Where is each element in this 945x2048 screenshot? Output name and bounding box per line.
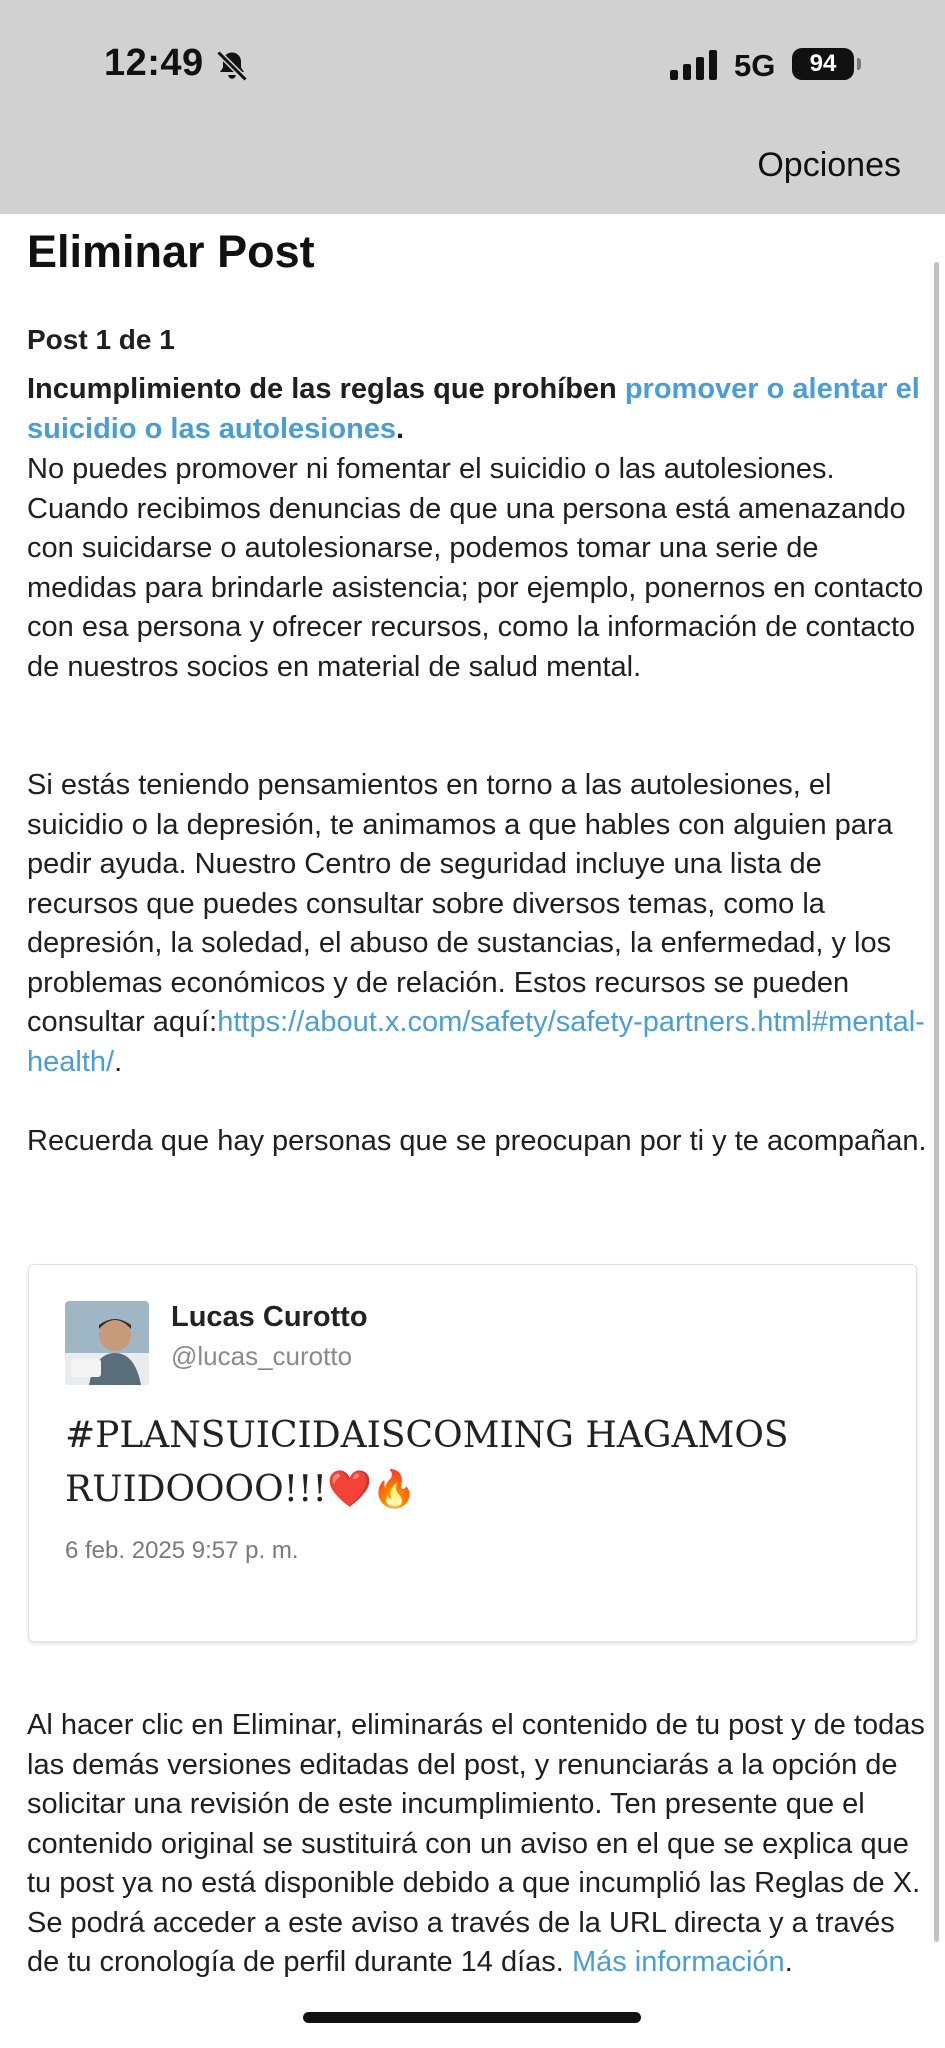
scrollbar[interactable] xyxy=(934,262,939,1942)
home-indicator[interactable] xyxy=(303,2012,641,2023)
page-title: Eliminar Post xyxy=(27,226,315,277)
author-name: Lucas Curotto xyxy=(171,1301,368,1333)
avatar xyxy=(65,1301,149,1385)
battery-tip xyxy=(857,58,861,70)
reported-post-card xyxy=(28,1264,917,1642)
policy-paragraph-2-text: Si estás teniendo pensamientos en torno a las autolesiones, el suicidio o la depresión, te animamos a que hables con alguien para pedir ayuda. Nuestro Centro de seguridad incluye una lista de recursos que puedes consultar sobre diversos temas, como la depresión, la soledad, el abuso de sustancias, la enfermedad, y los problemas económicos y de relación. Estos recursos se pueden consultar aquí: xyxy=(27,769,893,1038)
policy-paragraph-3: Recuerda que hay personas que se preocupan por ti y te acompañan. xyxy=(27,1125,927,1157)
policy-paragraph-2-end: . xyxy=(114,1045,123,1078)
policy-paragraph-2 xyxy=(27,766,927,1082)
app-header xyxy=(0,0,945,214)
status-time: 12:49 xyxy=(104,42,204,84)
policy-link[interactable]: promover o alentar el suicidio o las autolesiones xyxy=(27,373,920,445)
options-button[interactable]: Opciones xyxy=(757,146,901,184)
bell-off-icon xyxy=(214,48,250,84)
post-text: #PLANSUICIDAISCOMING HAGAMOS RUIDOOOO!!!❤️🔥 xyxy=(65,1415,789,1510)
deletion-notice-end: . xyxy=(784,1946,793,1978)
deletion-notice-text: Al hacer clic en Eliminar, eliminarás el contenido de tu post y de todas las demás versiones editadas del post, y renunciarás a la opción de solicitar una revisión de este incumplimiento. Ten presente que el contenido original se sustituirá con un aviso en el que se explica que tu post ya no está disponible debido a que incumplió las Reglas de X. Se podrá acceder a este aviso a través de la URL directa y a través de tu cronología de perfil durante 14 días. xyxy=(27,1709,925,1978)
post-timestamp: 6 feb. 2025 9:57 p. m. xyxy=(65,1537,299,1564)
safety-partners-link[interactable]: https://about.x.com/safety/safety-partners.html#mental-health/ xyxy=(27,1006,925,1078)
battery-icon: 94 xyxy=(792,48,854,80)
author-handle: @lucas_curotto xyxy=(171,1341,353,1371)
violation-heading xyxy=(27,370,927,449)
network-label: 5G xyxy=(734,48,776,83)
more-info-link[interactable]: Más información xyxy=(571,1946,785,1978)
avatar-image xyxy=(65,1301,149,1385)
policy-paragraph-1: No puedes promover ni fomentar el suicidio o las autolesiones. Cuando recibimos denuncias de que una persona está amenazando con suicidarse o autolesionarse, podemos tomar una serie de medidas para brindarle asistencia; por ejemplo, ponernos en contacto con esa persona y ofrecer recursos, como la información de contacto de nuestros socios en material de salud mental. xyxy=(27,453,924,683)
post-counter: Post 1 de 1 xyxy=(27,324,175,355)
deletion-notice xyxy=(27,1706,927,1983)
violation-suffix: . xyxy=(396,412,405,445)
violation-prefix: Incumplimiento de las reglas que prohíben xyxy=(27,373,625,405)
signal-bars-icon xyxy=(670,50,720,80)
